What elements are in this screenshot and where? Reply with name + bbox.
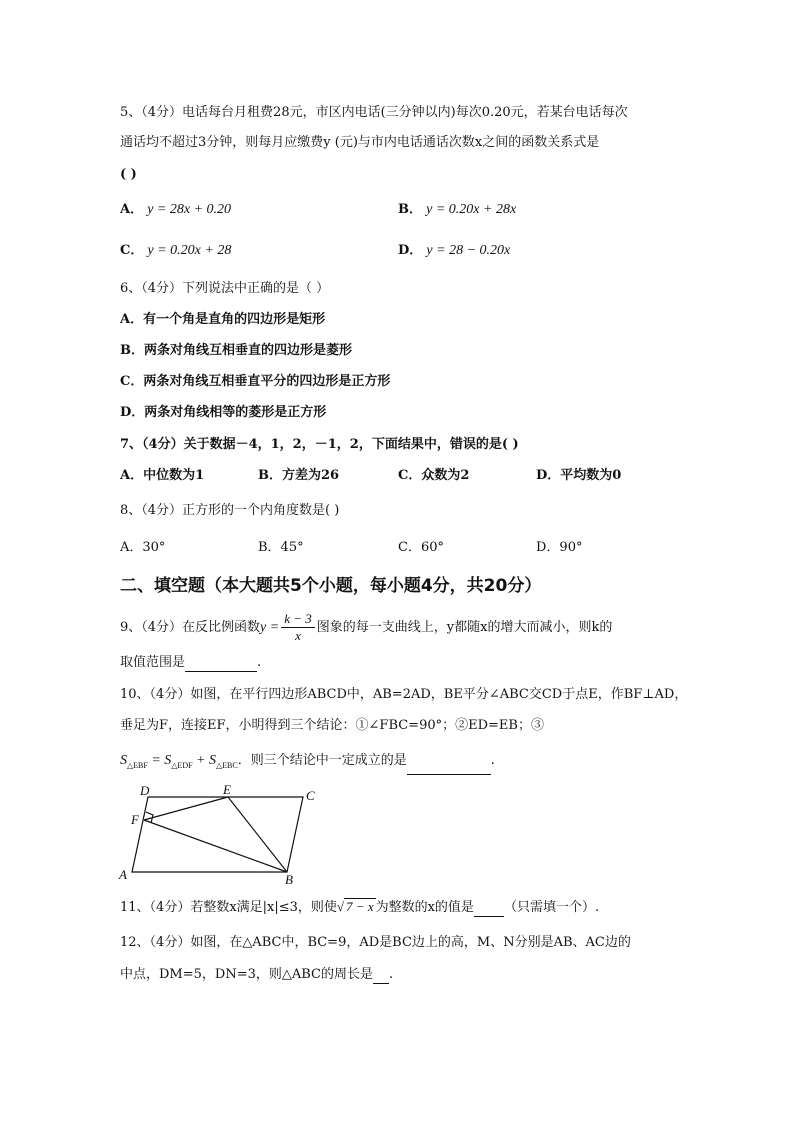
q10-s1: S xyxy=(120,753,127,768)
q5-option-c xyxy=(120,242,231,260)
q5-stem-line1: 5、（4分）电话每台月租费28元，市区内电话(三分钟以内)每次0.20元，若某台电话每次 xyxy=(120,105,628,120)
label-e: E xyxy=(223,782,231,797)
q10-line3-text: ．则三个结论中一定成立的是 xyxy=(237,753,407,768)
label-c: C xyxy=(306,788,315,803)
q10-plus: + S xyxy=(192,753,216,768)
q11-prefix: 11、（4分）若整数x满足|x|≤3，则使 xyxy=(120,900,337,915)
q5-option-b-label: B． xyxy=(398,202,422,217)
q6-option-c: C．两条对角线互相垂直平分的四边形是正方形 xyxy=(120,374,391,389)
segment-ef xyxy=(144,797,228,820)
q8-option-b: B．45° xyxy=(258,540,304,555)
q6-option-b: B．两条对角线互相垂直的四边形是菱形 xyxy=(120,343,352,358)
q9-answer-blank[interactable] xyxy=(185,657,257,672)
q10-answer-blank[interactable] xyxy=(407,760,491,775)
q5-option-a xyxy=(120,201,231,219)
q5-option-d xyxy=(398,242,510,260)
parallelogram-figure xyxy=(115,780,315,890)
q10-sub1: △EBF xyxy=(127,760,148,770)
q11-end: （只需填一个）. xyxy=(503,900,600,915)
q10-formula xyxy=(120,753,238,768)
q10-sub3: △EBC xyxy=(216,760,238,770)
parallelogram-abcd xyxy=(132,797,303,872)
section-heading: 二、填空题（本大题共5个小题，每小题4分，共20分） xyxy=(120,576,542,596)
q5-option-c-expr: y = 0.20x + 28 xyxy=(147,243,232,258)
q7-option-c: C．众数为2 xyxy=(398,468,470,483)
q10-line1: 10、（4分）如图，在平行四边形ABCD中，AB=2AD，BE平分∠ABC交CD于点E，作BF⊥AD， xyxy=(120,687,688,702)
q9-line2 xyxy=(120,654,261,672)
q6-option-d: D．两条对角线相等的菱形是正方形 xyxy=(120,405,327,420)
label-a: A xyxy=(119,867,127,882)
label-d: D xyxy=(140,783,150,798)
q12-line2-text: 中点，DM=5，DN=3，则△ABC的周长是 xyxy=(120,967,373,982)
q12-line2 xyxy=(120,966,393,984)
q8-option-a: A．30° xyxy=(120,540,166,555)
q5-option-b xyxy=(398,201,516,219)
q9-suffix: 图象的每一支曲线上，y都随x的增大而减小，则k的 xyxy=(316,620,613,635)
q7-stem: 7、（4分）关于数据－4，1，2，－1，2，下面结果中，错误的是( ) xyxy=(120,437,519,452)
q6-option-a: A．有一个角是直角的四边形是矩形 xyxy=(120,312,326,327)
q11-radicand: 7 − x xyxy=(346,899,374,914)
q12-line1: 12、（4分）如图，在△ABC中，BC=9，AD是BC边上的高，M、N分别是AB、AC边的 xyxy=(120,935,631,950)
q8-option-c: C．60° xyxy=(398,540,444,555)
q9-line2-text: 取值范围是 xyxy=(120,655,186,670)
q6-stem: 6、（4分）下列说法中正确的是（ ） xyxy=(120,281,330,296)
q8-option-d: D．90° xyxy=(536,540,583,555)
q10-eq: = S xyxy=(147,753,172,768)
q9-numerator: k − 3 xyxy=(281,611,315,628)
q11-answer-blank[interactable] xyxy=(474,902,504,917)
q8-stem: 8、（4分）正方形的一个内角度数是( ) xyxy=(120,503,340,518)
segment-bf xyxy=(144,820,287,872)
q10-line2: 垂足为F，连接EF，小明得到三个结论：①∠FBC=90°；②ED=EB；③ xyxy=(120,718,544,733)
q9-fraction xyxy=(281,611,315,644)
q10-end: . xyxy=(490,753,495,768)
label-b: B xyxy=(285,872,293,887)
q10-line3 xyxy=(120,752,495,775)
q5-option-b-expr: y = 0.20x + 28x xyxy=(426,202,517,217)
q5-stem-line2: 通话均不超过3分钟，则每月应缴费y (元)与市内电话通话次数x之间的函数关系式是 xyxy=(120,135,600,150)
q11-sqrt: √ 7 − x xyxy=(336,899,374,914)
q5-answer-paren: ( ) xyxy=(120,167,137,182)
q7-option-a: A．中位数为1 xyxy=(120,468,205,483)
q5-option-c-label: C． xyxy=(120,243,144,258)
q5-option-a-label: A． xyxy=(120,202,144,217)
q11-suffix: 为整数的x的值是 xyxy=(375,900,474,915)
q9-line1 xyxy=(120,610,612,646)
q12-answer-blank[interactable] xyxy=(373,969,389,984)
q11-line xyxy=(120,898,599,917)
q7-option-d: D．平均数为0 xyxy=(536,468,622,483)
label-f: F xyxy=(131,812,139,827)
q7-option-b: B．方差为26 xyxy=(258,468,340,483)
q5-option-d-expr: y = 28 − 0.20x xyxy=(426,243,511,258)
q12-end: . xyxy=(389,967,394,982)
q5-option-d-label: D． xyxy=(398,243,423,258)
q9-prefix: 9、（4分）在反比例函数 xyxy=(120,620,261,635)
q10-sub2: △EDF xyxy=(171,760,193,770)
q9-end: . xyxy=(257,655,262,670)
q5-option-a-expr: y = 28x + 0.20 xyxy=(147,202,232,217)
q9-y-eq: y = xyxy=(260,620,280,635)
q9-denominator: x xyxy=(295,628,301,643)
